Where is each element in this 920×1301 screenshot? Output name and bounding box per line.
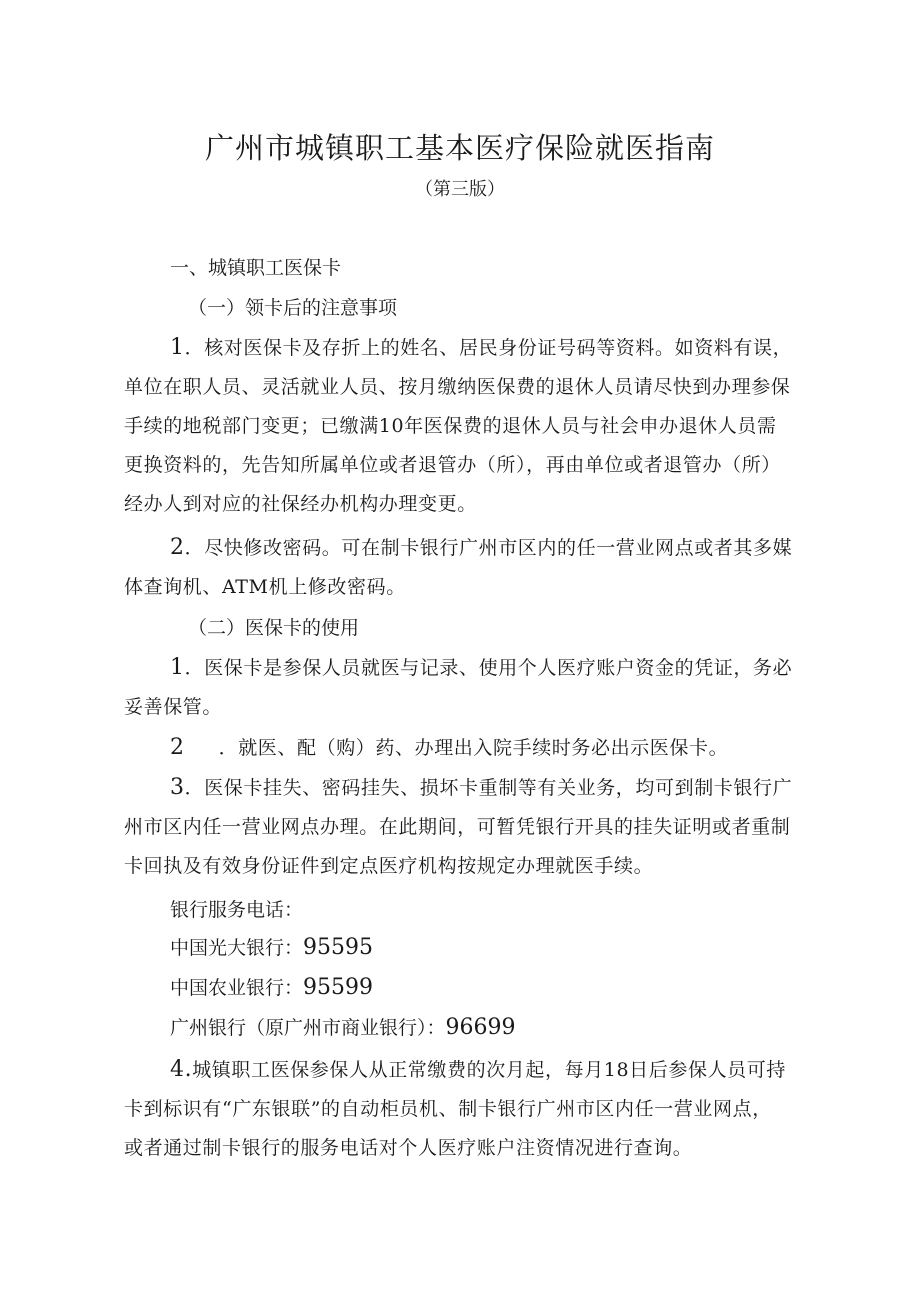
paragraph-line: 妥善保管。 <box>124 696 223 718</box>
paragraph-line: 手续的地税部门变更；已缴满10年医保费的退休人员与社会申办退休人员需 <box>124 415 777 437</box>
item-number: 4. <box>170 1057 193 1082</box>
bank-phone-row <box>170 934 373 962</box>
paragraph-line: 州市区内任一营业网点办理。在此期间，可暂凭银行开具的挂失证明或者重制 <box>124 816 791 838</box>
paragraph-line: 卡到标识有“广东银联”的自动柜员机、制卡银行广州市区内任一营业网点， <box>124 1098 772 1120</box>
item-number: 1 <box>170 335 185 360</box>
paragraph-line: 1．核对医保卡及存折上的姓名、居民身份证号码等资料。如资料有误， <box>170 335 793 360</box>
item-number: 3 <box>170 775 185 800</box>
subsection-heading-2: （二）医保卡的使用 <box>188 617 360 639</box>
bank-name: 广州银行（原广州市商业银行）： <box>170 1017 446 1039</box>
bank-phone-label: 银行服务电话： <box>170 899 304 921</box>
document-title: 广州市城镇职工基本医疗保险就医指南 <box>204 131 715 165</box>
subsection-heading-1: （一）领卡后的注意事项 <box>188 297 398 319</box>
paragraph-line: 单位在职人员、灵活就业人员、按月缴纳医保费的退休人员请尽快到办理参保 <box>124 376 791 398</box>
bank-name: 中国农业银行： <box>170 977 304 999</box>
paragraph-line: 4.城镇职工医保参保人从正常缴费的次月起，每月18日后参保人员可持 <box>170 1057 786 1082</box>
paragraph-line: 更换资料的，先告知所属单位或者退管办（所），再由单位或者退管办（所） <box>124 454 781 476</box>
item-number: 2 <box>170 735 185 760</box>
paragraph-line: 经办人到对应的社保经办机构办理变更。 <box>124 493 477 515</box>
bank-phone: 95599 <box>303 975 374 1000</box>
paragraph-line: 2．尽快修改密码。可在制卡银行广州市区内的任一营业网点或者其多媒 <box>170 535 793 560</box>
bank-phone: 96699 <box>445 1015 516 1040</box>
bank-phone-row <box>170 1014 516 1042</box>
bank-name: 中国光大银行： <box>170 937 304 959</box>
paragraph-line: 体查询机、ATM机上修改密码。 <box>124 576 406 598</box>
section-heading: 一、城镇职工医保卡 <box>170 257 342 279</box>
paragraph-line: 2 ．就医、配（购）药、办理出入院手续时务必出示医保卡。 <box>170 735 729 760</box>
document-edition: （第三版） <box>415 179 505 200</box>
item-number: 2 <box>170 535 185 560</box>
paragraph-line: 或者通过制卡银行的服务电话对个人医疗账户注资情况进行查询。 <box>124 1137 693 1159</box>
bank-phone-row <box>170 974 373 1002</box>
bank-phone: 95595 <box>303 935 374 960</box>
paragraph-line: 1．医保卡是参保人员就医与记录、使用个人医疗账户资金的凭证，务必 <box>170 655 793 680</box>
item-number: 1 <box>170 655 185 680</box>
paragraph-line: 卡回执及有效身份证件到定点医疗机构按规定办理就医手续。 <box>124 855 654 877</box>
paragraph-line: 3．医保卡挂失、密码挂失、损坏卡重制等有关业务，均可到制卡银行广 <box>170 775 793 800</box>
